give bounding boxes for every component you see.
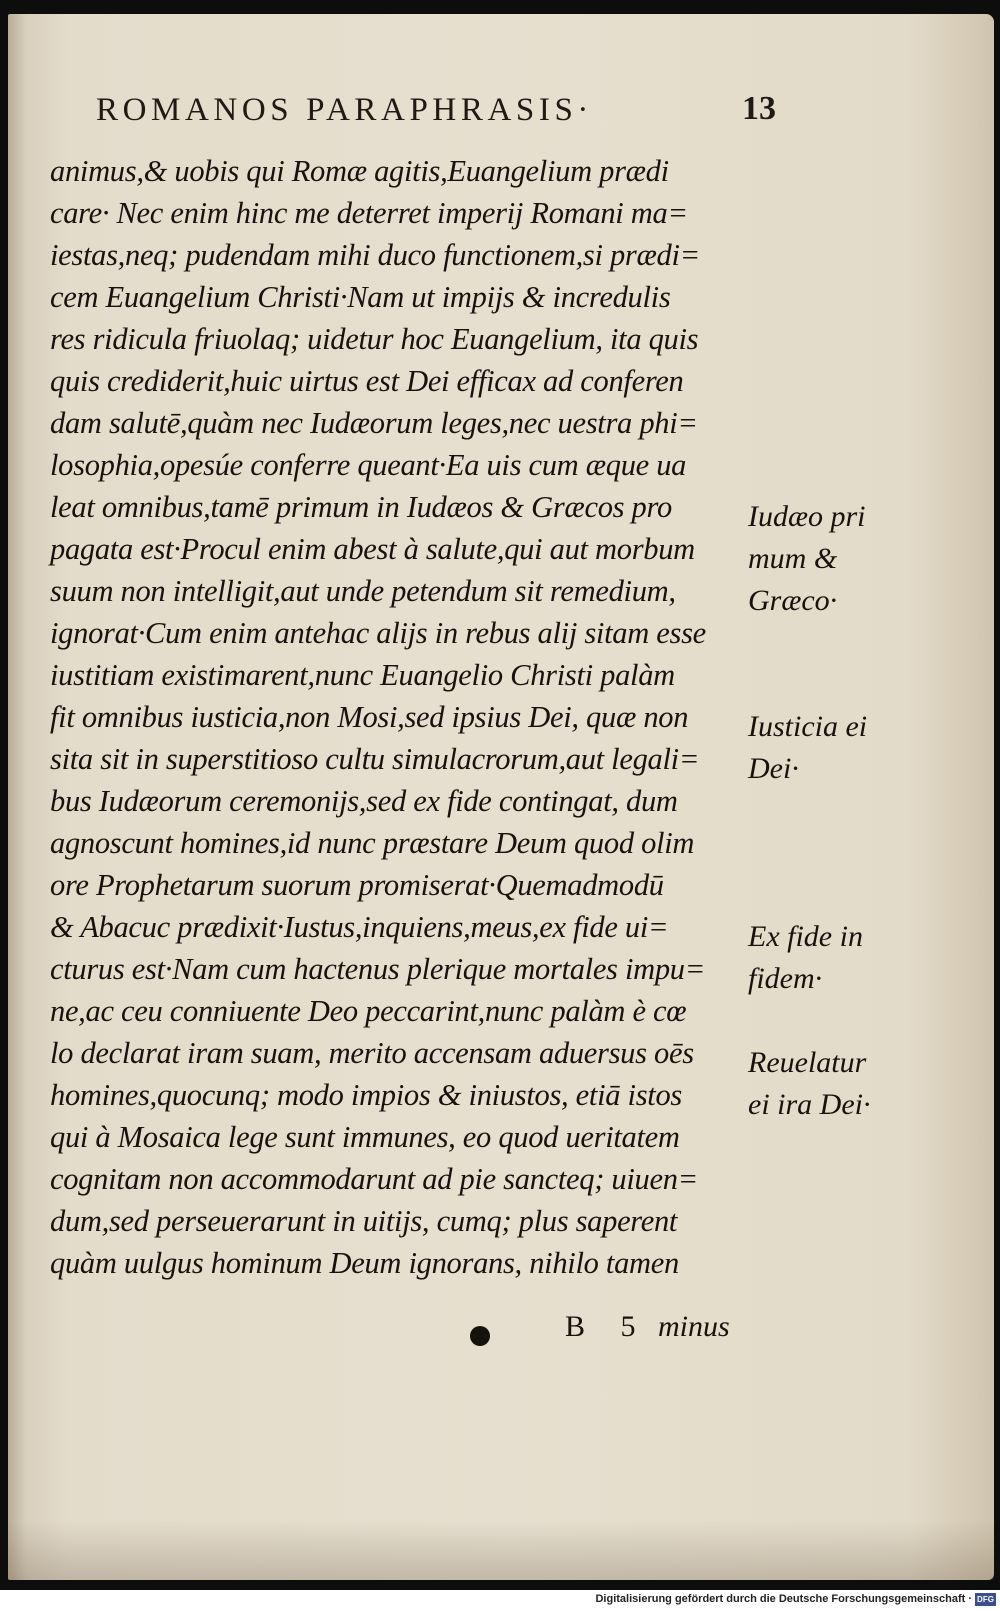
text-line: care· Nec enim hinc me deterret imperij Romani ma= bbox=[50, 196, 688, 230]
running-head bbox=[96, 88, 776, 138]
text-line: losophia,opesúe conferre queant·Ea uis cum æque ua bbox=[50, 448, 687, 482]
text-line: ne,ac ceu conniuente Deo peccarint,nunc palàm è cœ bbox=[50, 994, 687, 1028]
ink-blot bbox=[470, 1326, 490, 1346]
margin-note: Græco· bbox=[748, 584, 838, 617]
margin-note: fidem· bbox=[748, 962, 823, 995]
text-line: ore Prophetarum suorum promiserat·Quemadmodū bbox=[50, 868, 664, 902]
text-line: cturus est·Nam cum hactenus plerique mortales impu= bbox=[50, 952, 706, 986]
funding-credit: Digitalisierung gefördert durch die Deutsche Forschungsgemeinschaft · bbox=[595, 1593, 972, 1605]
catchword: minus bbox=[658, 1310, 730, 1343]
text-line: fit omnibus iusticia,non Mosi,sed ipsius Dei, quæ non bbox=[50, 700, 689, 734]
text-line: sita sit in superstitioso cultu simulacrorum,aut legali= bbox=[50, 742, 700, 776]
margin-notes bbox=[748, 0, 978, 1580]
text-line: iustitiam existimarent,nunc Euangelio Christi palàm bbox=[50, 658, 675, 692]
text-line: quàm uulgus hominum Deum ignorans, nihilo tamen bbox=[50, 1246, 679, 1280]
text-line: iestas,neq; pudendam mihi duco functionem,si prædi= bbox=[50, 238, 700, 272]
running-title: ROMANOS PARAPHRASIS· bbox=[96, 92, 593, 128]
margin-note: Reuelatur bbox=[748, 1046, 867, 1079]
margin-note: ei ira Dei· bbox=[748, 1088, 871, 1121]
text-line: lo declarat iram suam, merito accensam aduersus oēs bbox=[50, 1036, 694, 1070]
text-line: cognitam non accommodarunt ad pie sancteq; uiuen= bbox=[50, 1162, 698, 1196]
text-line: suum non intelligit,aut unde petendum sit remedium, bbox=[50, 574, 676, 608]
text-line: agnoscunt homines,id nunc præstare Deum quod olim bbox=[50, 826, 695, 860]
text-line: homines,quocunq; modo impios & iniustos, etiā istos bbox=[50, 1078, 682, 1112]
margin-note: Iudæo pri bbox=[748, 500, 866, 533]
text-line: ignorat·Cum enim antehac alijs in rebus alij sitam esse bbox=[50, 616, 706, 650]
signature-mark: B 5 bbox=[565, 1310, 650, 1343]
margin-note: mum & bbox=[748, 542, 838, 575]
signature-line bbox=[470, 1310, 750, 1354]
text-line: cem Euangelium Christi·Nam ut impijs & incredulis bbox=[50, 280, 671, 314]
margin-note: Iusticia ei bbox=[748, 710, 868, 743]
text-line: & Abacuc prædixit·Iustus,inquiens,meus,ex fide ui= bbox=[50, 910, 669, 944]
text-line: pagata est·Procul enim abest à salute,qui aut morbum bbox=[50, 532, 695, 566]
text-line: res ridicula friuolaq; uidetur hoc Euangelium, ita quis bbox=[50, 322, 699, 356]
text-line: dum,sed perseuerarunt in uitijs, cumq; plus saperent bbox=[50, 1204, 678, 1238]
dfg-logo: DFG bbox=[975, 1593, 996, 1606]
text-line: bus Iudæorum ceremonijs,sed ex fide contingat, dum bbox=[50, 784, 678, 818]
text-line: animus,& uobis qui Romæ agitis,Euangelium prædi bbox=[50, 154, 669, 188]
text-line: qui à Mosaica lege sunt immunes, eo quod ueritatem bbox=[50, 1120, 680, 1154]
text-line: quis crediderit,huic uirtus est Dei efficax ad conferen bbox=[50, 364, 684, 398]
folio-number: 13 bbox=[742, 90, 776, 127]
margin-note: Dei· bbox=[748, 752, 799, 785]
footer-bar bbox=[0, 1590, 1000, 1611]
text-line: dam salutē,quàm nec Iudæorum leges,nec uestra phi= bbox=[50, 406, 698, 440]
text-line: leat omnibus,tamē primum in Iudæos & Græcos pro bbox=[50, 490, 672, 524]
margin-note: Ex fide in bbox=[748, 920, 863, 953]
